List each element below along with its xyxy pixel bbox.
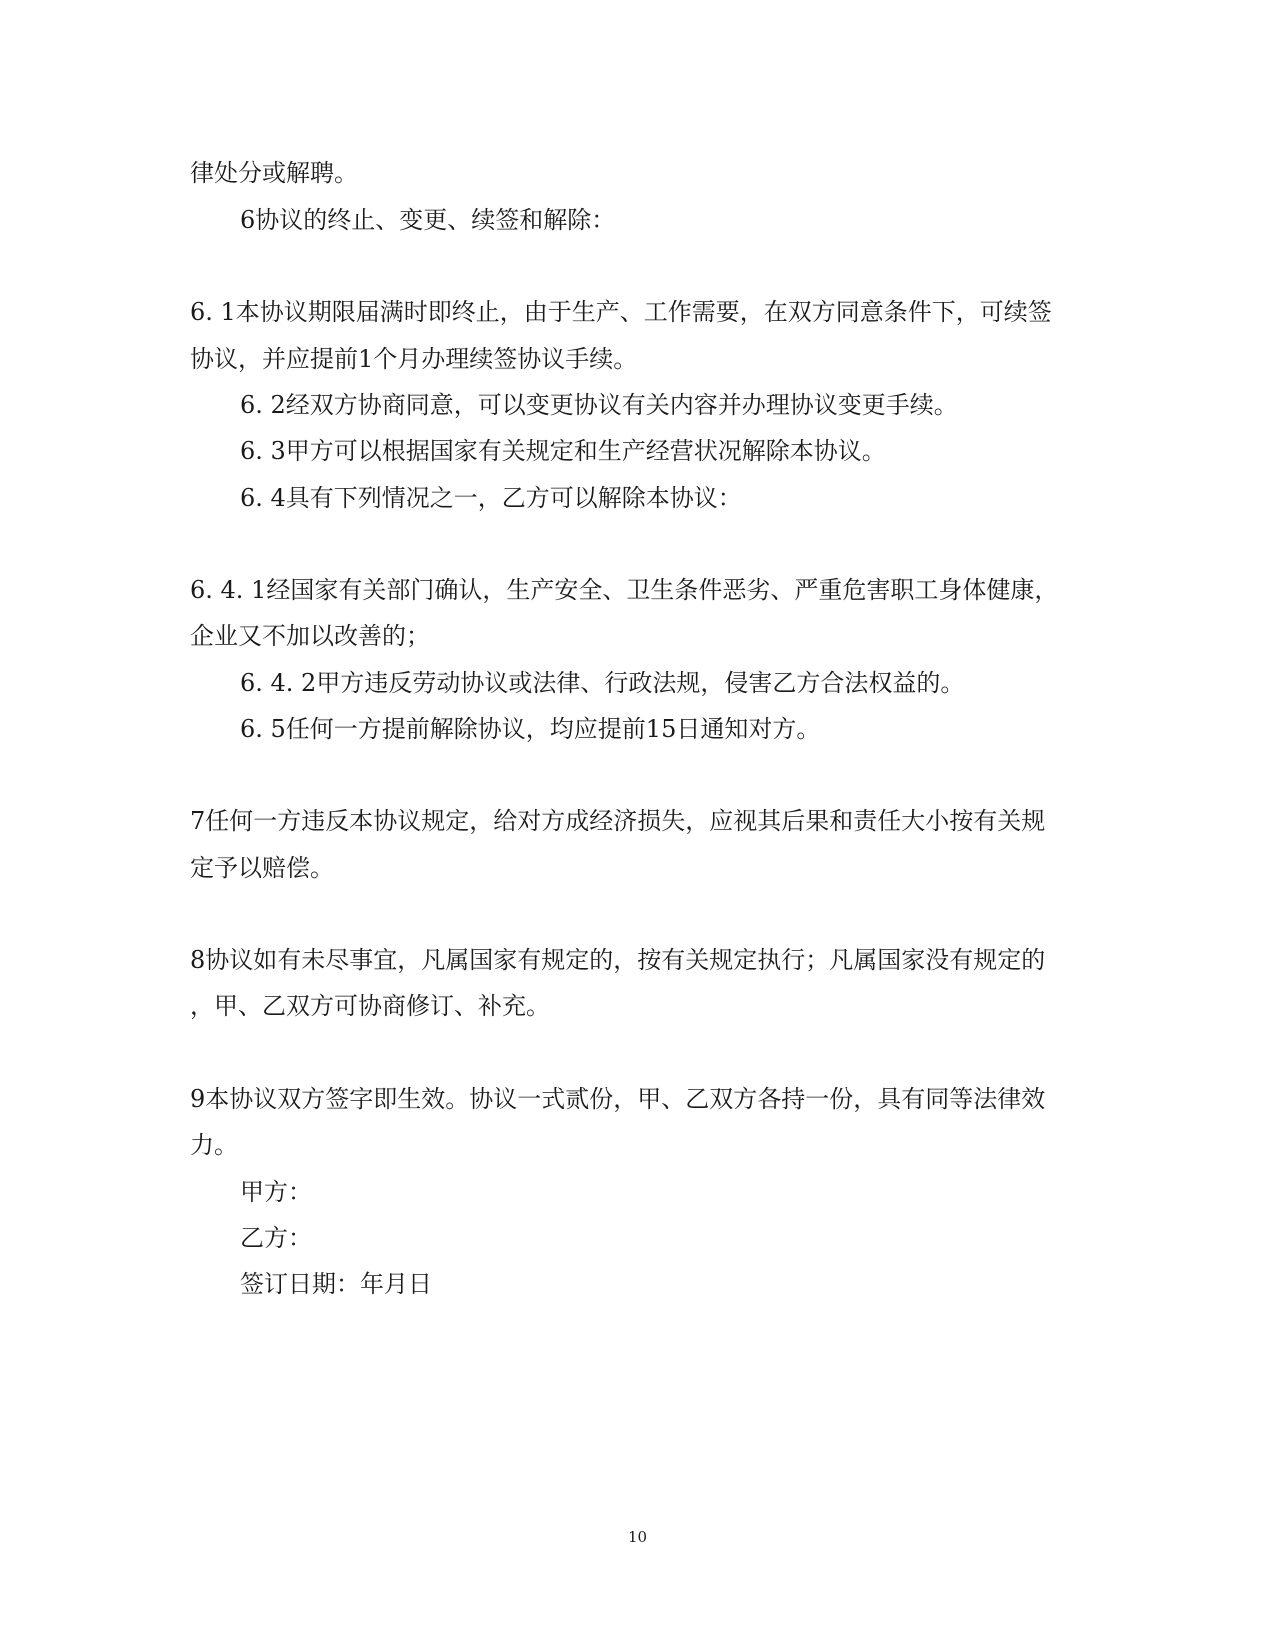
clause-6-3: 6. 3甲方可以根据国家有关规定和生产经营状况解除本协议。 bbox=[240, 437, 886, 465]
text-line: 律处分或解聘。 bbox=[190, 159, 358, 187]
clause-6-4: 6. 4具有下列情况之一，乙方可以解除本协议： bbox=[240, 484, 742, 512]
text-line: 定予以赔偿。 bbox=[190, 854, 334, 882]
clause-6-4-2: 6. 4. 2甲方违反劳动协议或法律、行政法规，侵害乙方合法权益的。 bbox=[240, 669, 965, 697]
text-line: ，甲、乙双方可协商修订、补充。 bbox=[190, 992, 550, 1020]
party-b-label: 乙方： bbox=[240, 1224, 312, 1252]
page-number: 10 bbox=[627, 1528, 648, 1546]
text-line: 协议，并应提前1个月办理续签协议手续。 bbox=[190, 345, 638, 373]
party-a-label: 甲方： bbox=[240, 1178, 312, 1206]
clause-6-4-1: 6. 4. 1经国家有关部门确认，生产安全、卫生条件恶劣、严重危害职工身体健康， bbox=[190, 576, 1059, 604]
clause-9: 9本协议双方签字即生效。协议一式贰份，甲、乙双方各持一份，具有同等法律效 bbox=[190, 1085, 1046, 1113]
section-heading: 6协议的终止、变更、续签和解除： bbox=[240, 206, 616, 234]
text-line: 力。 bbox=[190, 1131, 238, 1159]
clause-8: 8协议如有未尽事宜，凡属国家有规定的，按有关规定执行；凡属国家没有规定的 bbox=[190, 946, 1046, 974]
clause-6-5: 6. 5任何一方提前解除协议，均应提前15日通知对方。 bbox=[240, 715, 821, 743]
signing-date-label: 签订日期：年月日 bbox=[240, 1270, 432, 1298]
clause-7: 7任何一方违反本协议规定，给对方成经济损失，应视其后果和责任大小按有关规 bbox=[190, 807, 1046, 835]
text-line: 企业又不加以改善的； bbox=[190, 622, 430, 650]
clause-6-2: 6. 2经双方协商同意，可以变更协议有关内容并办理协议变更手续。 bbox=[240, 391, 958, 419]
clause-6-1: 6. 1本协议期限届满时即终止，由于生产、工作需要，在双方同意条件下，可续签 bbox=[190, 298, 1052, 326]
